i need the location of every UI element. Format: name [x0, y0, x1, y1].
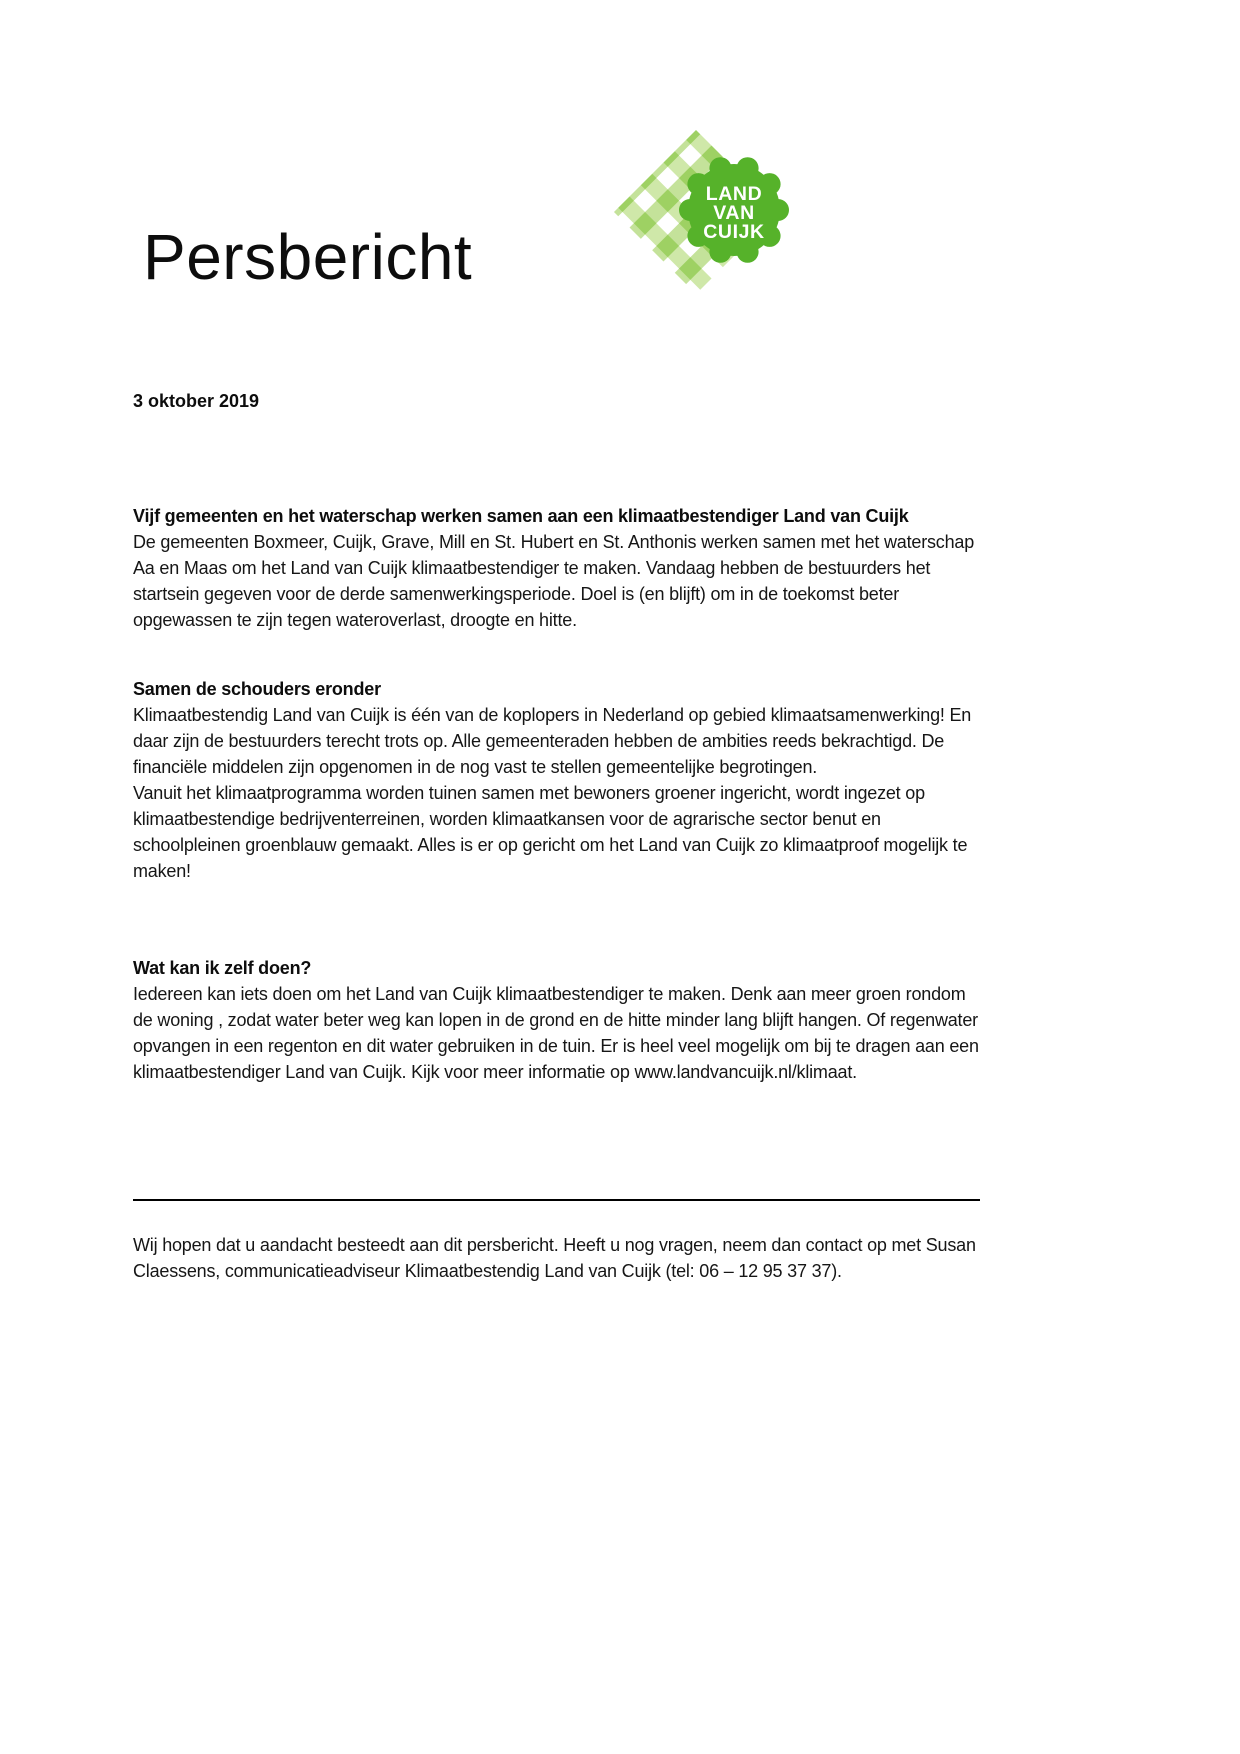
logo-text-land: LAND	[705, 183, 763, 205]
section-paragraph: Vanuit het klimaatprogramma worden tuinen samen met bewoners groener ingericht, wordt ingezet op klimaatbestendige bedrijventerreinen, worden klimaatkansen voor de agrarische sector benut en schoolpleinen groenblauw gemaakt. Alles is er op gericht om het Land van Cuijk zo klimaatproof mogelijk te maken!	[133, 783, 968, 881]
land-van-cuijk-logo	[596, 120, 804, 306]
land-van-cuijk-logo-icon	[596, 120, 804, 306]
section-paragraph: Klimaatbestendig Land van Cuijk is één van de koplopers in Nederland op gebied klimaatsamenwerking! En daar zijn de bestuurders terecht trots op. Alle gemeenteraden hebben de ambities reeds bekrachtigd. De financiële middelen zijn opgenomen in de nog vast te stellen gemeentelijke begrotingen.	[133, 705, 972, 777]
section-heading: Samen de schouders eronder	[133, 679, 381, 699]
section-zelf-doen	[133, 955, 989, 1085]
section-schouders-eronder	[133, 676, 989, 884]
footer-text: Wij hopen dat u aandacht besteedt aan dit persbericht. Heeft u nog vragen, neem dan contact op met Susan Claessens, communicatieadviseur Klimaatbestendig Land van Cuijk (tel: 06 – 12 95 37 37).	[133, 1235, 976, 1281]
document-date: 3 oktober 2019	[133, 391, 260, 411]
section-cooperation	[133, 503, 989, 633]
page-title: Persbericht	[143, 221, 473, 293]
section-heading: Vijf gemeenten en het waterschap werken samen aan een klimaatbestendiger Land van Cuijk	[133, 506, 909, 526]
section-paragraph: De gemeenten Boxmeer, Cuijk, Grave, Mill en St. Hubert en St. Anthonis werken samen met het waterschap Aa en Maas om het Land van Cuijk klimaatbestendiger te maken. Vandaag hebben de bestuurders het startsein gegeven voor de derde samenwerkingsperiode. Doel is (en blijft) om in de toekomst beter opgewassen te zijn tegen wateroverlast, droogte en hitte.	[133, 532, 975, 630]
logo-text-van: VAN	[713, 202, 755, 224]
separator-line	[133, 1199, 980, 1201]
logo-text-cuijk: CUIJK	[703, 221, 765, 243]
section-heading: Wat kan ik zelf doen?	[133, 958, 312, 978]
footer-contact	[133, 1232, 989, 1284]
section-paragraph: Iedereen kan iets doen om het Land van Cuijk klimaatbestendiger te maken. Denk aan meer groen rondom de woning , zodat water beter weg kan lopen in de grond en de hitte minder lang blijft hangen. Of regenwater opvangen in een regenton en dit water gebruiken in de tuin. Er is heel veel mogelijk om bij te dragen aan een klimaatbestendiger Land van Cuijk. Kijk voor meer informatie op www.landvancuijk.nl/klimaat.	[133, 984, 979, 1082]
